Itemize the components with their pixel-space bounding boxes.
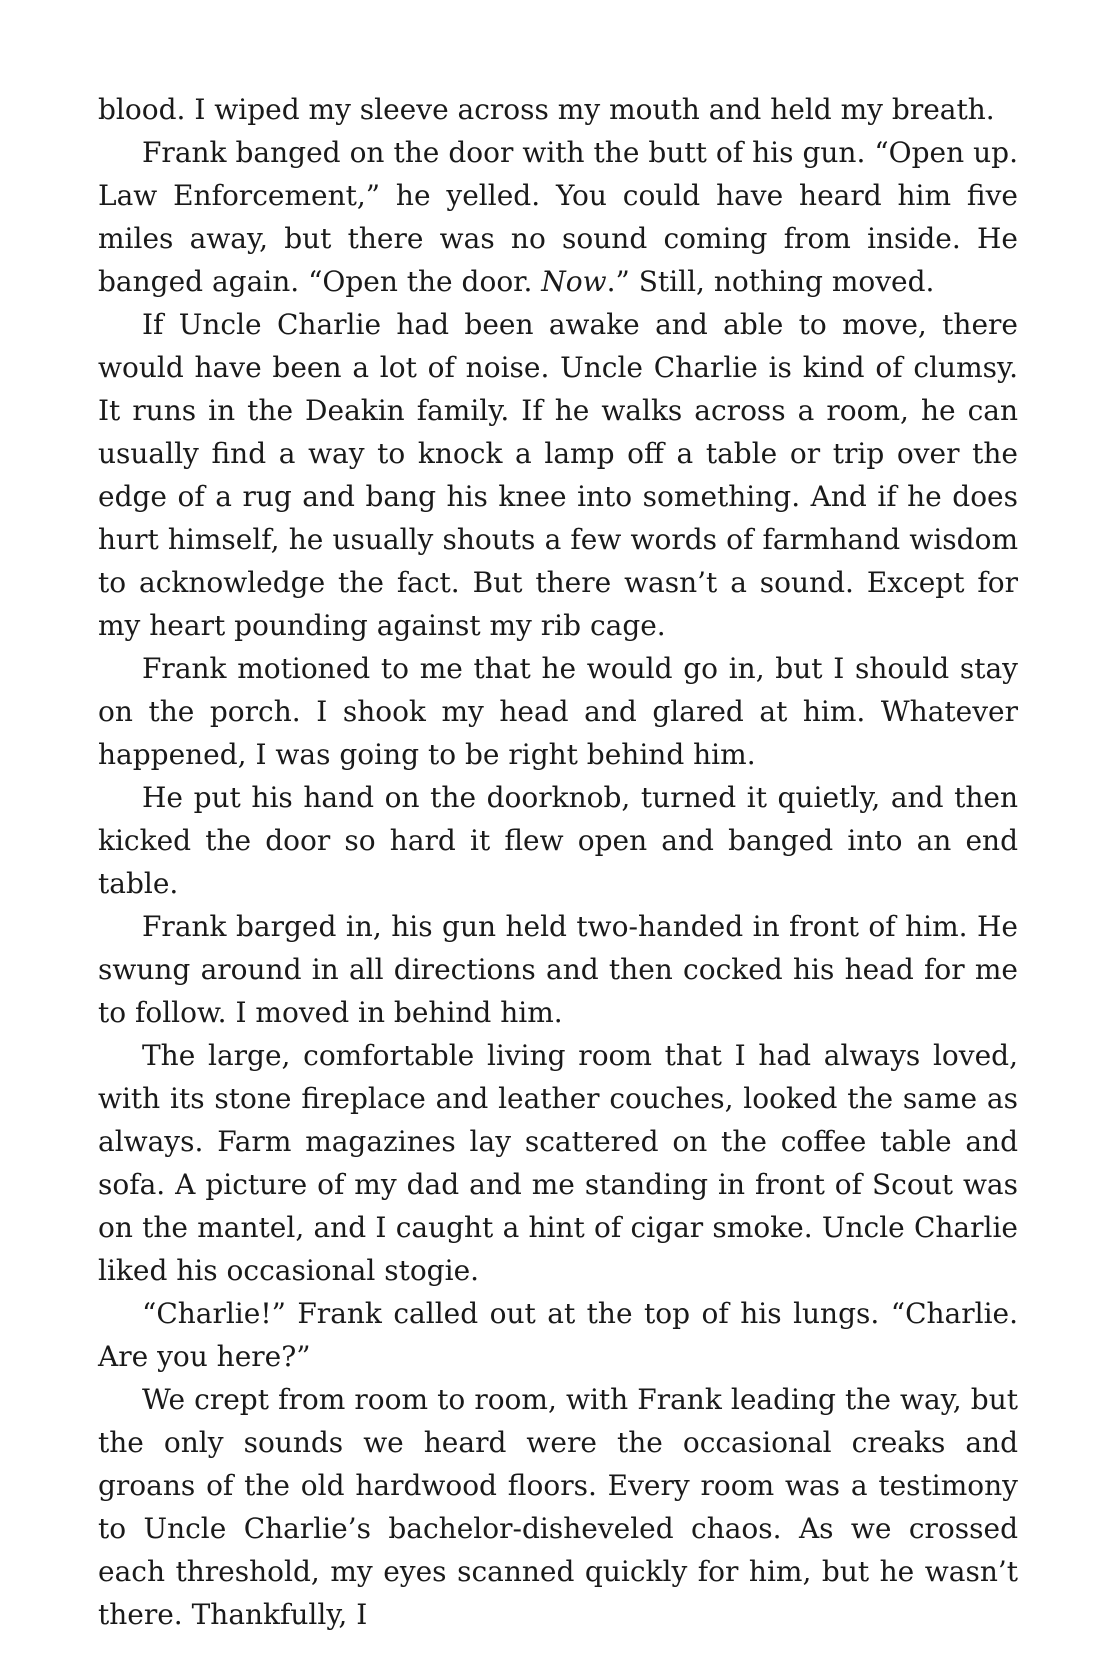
book-page: [98, 88, 1018, 1636]
paragraph: [98, 131, 1018, 303]
paragraph: Frank motioned to me that he would go in, but I should stay on the porch. I shook my head and glared at him. Whatever happened, I was going to be right behind him.: [98, 652, 1018, 771]
paragraph: We crept from room to room, with Frank leading the way, but the only sounds we heard were the occasional creaks and groans of the old hardwood floors. Every room was a testimony to Uncle Charlie’s bachelor-disheveled chaos. As we crossed each threshold, my eyes scanned quickly for him, but he wasn’t there. Thankfully, I: [98, 1383, 1018, 1631]
emphasized-word: Now: [541, 265, 607, 298]
paragraph: “Charlie!” Frank called out at the top of his lungs. “Charlie. Are you here?”: [98, 1297, 1018, 1373]
paragraph-text: Frank banged on the door with the butt of his gun. “Open up. Law Enforcement,” he yelled. You could have heard him five miles away, but there was no sound coming from inside. He banged again.: [98, 136, 1018, 298]
paragraph: Frank barged in, his gun held two-handed in front of him. He swung around in all directions and then cocked his head for me to follow. I moved in behind him.: [98, 910, 1018, 1029]
paragraph: The large, comfortable living room that I had always loved, with its stone fireplace and leather couches, looked the same as always. Farm magazines lay scattered on the coffee table and sofa. A picture of my dad and me standing in front of Scout was on the mantel, and I caught a hint of cigar smoke. Uncle Charlie liked his occasional stogie.: [98, 1039, 1018, 1287]
paragraph: If Uncle Charlie had been awake and able to move, there would have been a lot of noise. Uncle Charlie is kind of clumsy. It runs in the Deakin family. If he walks across a room, he can usually find a way to knock a lamp off a table or trip over the edge of a rug and bang his knee into something. And if he does hurt himself, he usually shouts a few words of farmhand wisdom to acknowledge the fact. But there wasn’t a sound. Except for my heart pounding against my rib cage.: [98, 308, 1018, 642]
paragraph: He put his hand on the doorknob, turned it quietly, and then kicked the door so hard it flew open and banged into an end table.: [98, 781, 1018, 900]
paragraph-text-before-emphasis: “Open the door.: [308, 265, 542, 298]
paragraph: blood. I wiped my sleeve across my mouth and held my breath.: [98, 93, 995, 126]
paragraph-text-after-emphasis: .” Still, nothing moved.: [606, 265, 935, 298]
